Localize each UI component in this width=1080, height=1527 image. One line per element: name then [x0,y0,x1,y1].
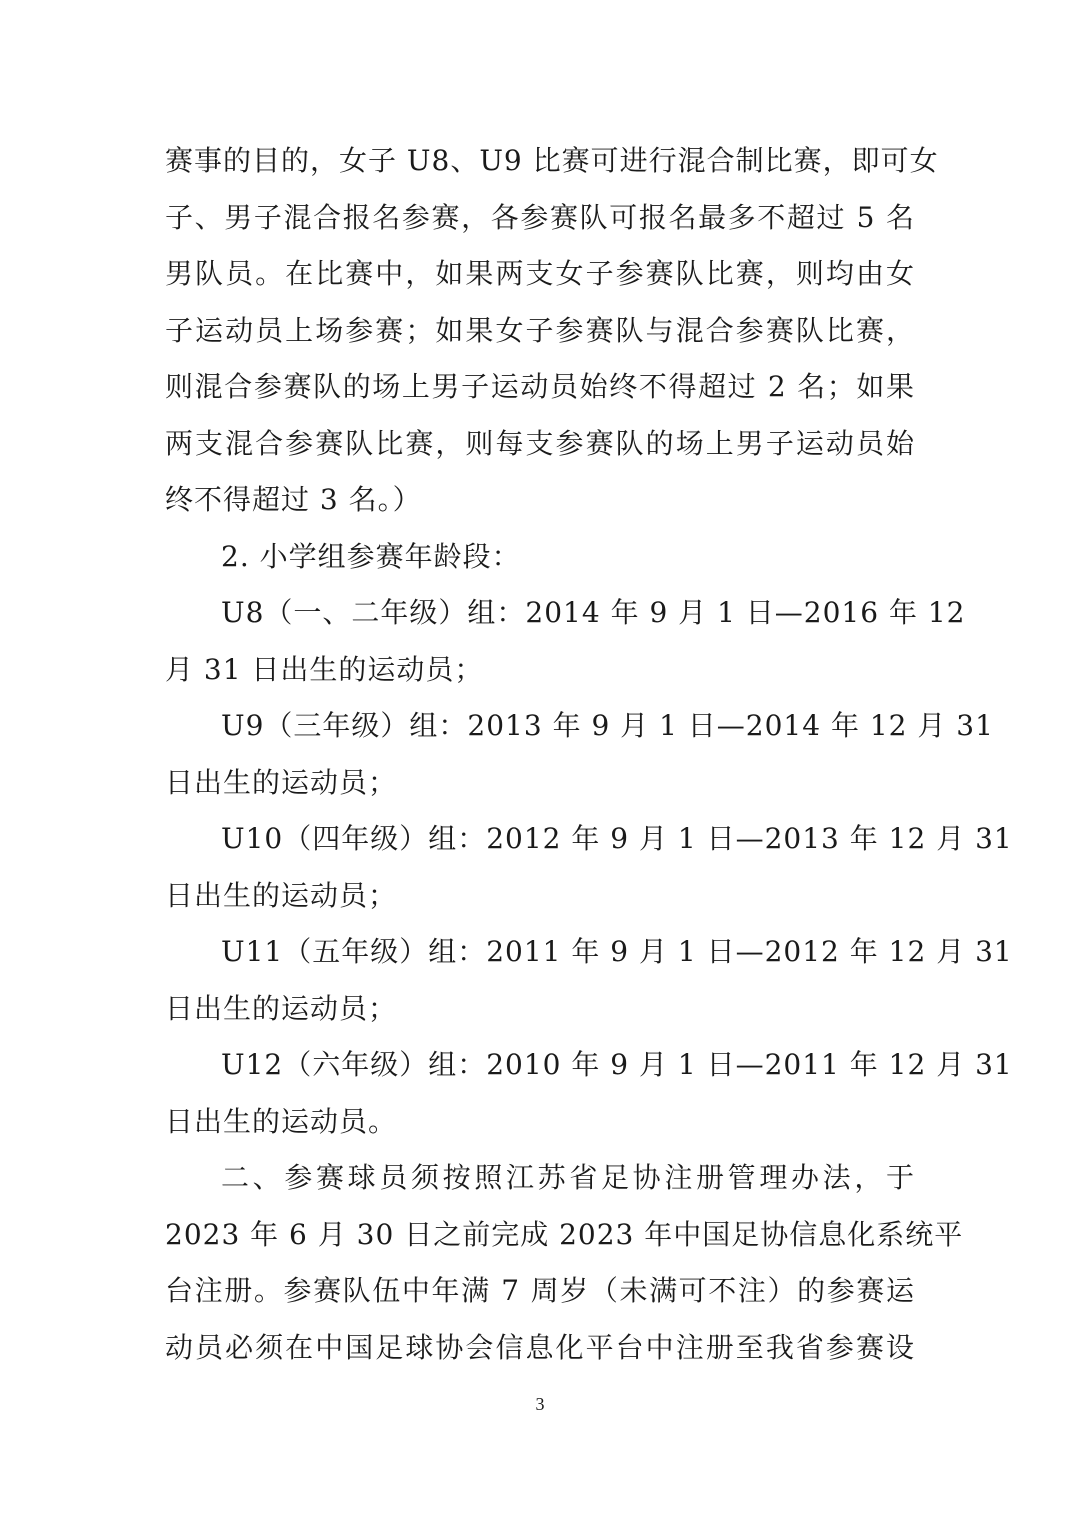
body-text-line: 子运动员上场参赛；如果女子参赛队与混合参赛队比赛， [165,314,915,347]
body-text-line: 则混合参赛队的场上男子运动员始终不得超过 2 名；如果 [165,370,915,403]
body-text-line: 台注册。参赛队伍中年满 7 周岁（未满可不注）的参赛运 [165,1274,915,1307]
age-group-line: U10（四年级）组：2012 年 9 月 1 日—2013 年 12 月 31 [221,822,1013,855]
page-number: 3 [535,1394,545,1414]
age-group-line: 月 31 日出生的运动员； [165,653,484,686]
age-group-line: 日出生的运动员； [165,992,398,1025]
age-group-line: 日出生的运动员； [165,879,398,912]
age-group-line: U9（三年级）组：2013 年 9 月 1 日—2014 年 12 月 31 [221,709,994,742]
age-group-line: U12（六年级）组：2010 年 9 月 1 日—2011 年 12 月 31 [221,1048,1013,1081]
age-group-line: 日出生的运动员。 [165,1105,398,1138]
section-heading: 2. 小学组参赛年龄段： [221,540,521,573]
body-text-line: 动员必须在中国足球协会信息化平台中注册至我省参赛设 [165,1331,915,1364]
body-text-line: 终不得超过 3 名。） [165,483,422,516]
body-text-line: 子、男子混合报名参赛，各参赛队可报名最多不超过 5 名 [165,201,915,234]
body-text-line: 二、参赛球员须按照江苏省足协注册管理办法，于 [221,1161,915,1194]
body-text-line: 2023 年 6 月 30 日之前完成 2023 年中国足协信息化系统平 [165,1218,964,1251]
age-group-line: 日出生的运动员； [165,766,398,799]
body-text-line: 男队员。在比赛中，如果两支女子参赛队比赛，则均由女 [165,257,915,290]
age-group-line: U11（五年级）组：2011 年 9 月 1 日—2012 年 12 月 31 [221,935,1013,968]
age-group-line: U8（一、二年级）组：2014 年 9 月 1 日—2016 年 12 [221,596,966,629]
body-text-line: 赛事的目的，女子 U8、U9 比赛可进行混合制比赛，即可女 [165,144,939,177]
body-text-line: 两支混合参赛队比赛，则每支参赛队的场上男子运动员始 [165,427,915,460]
